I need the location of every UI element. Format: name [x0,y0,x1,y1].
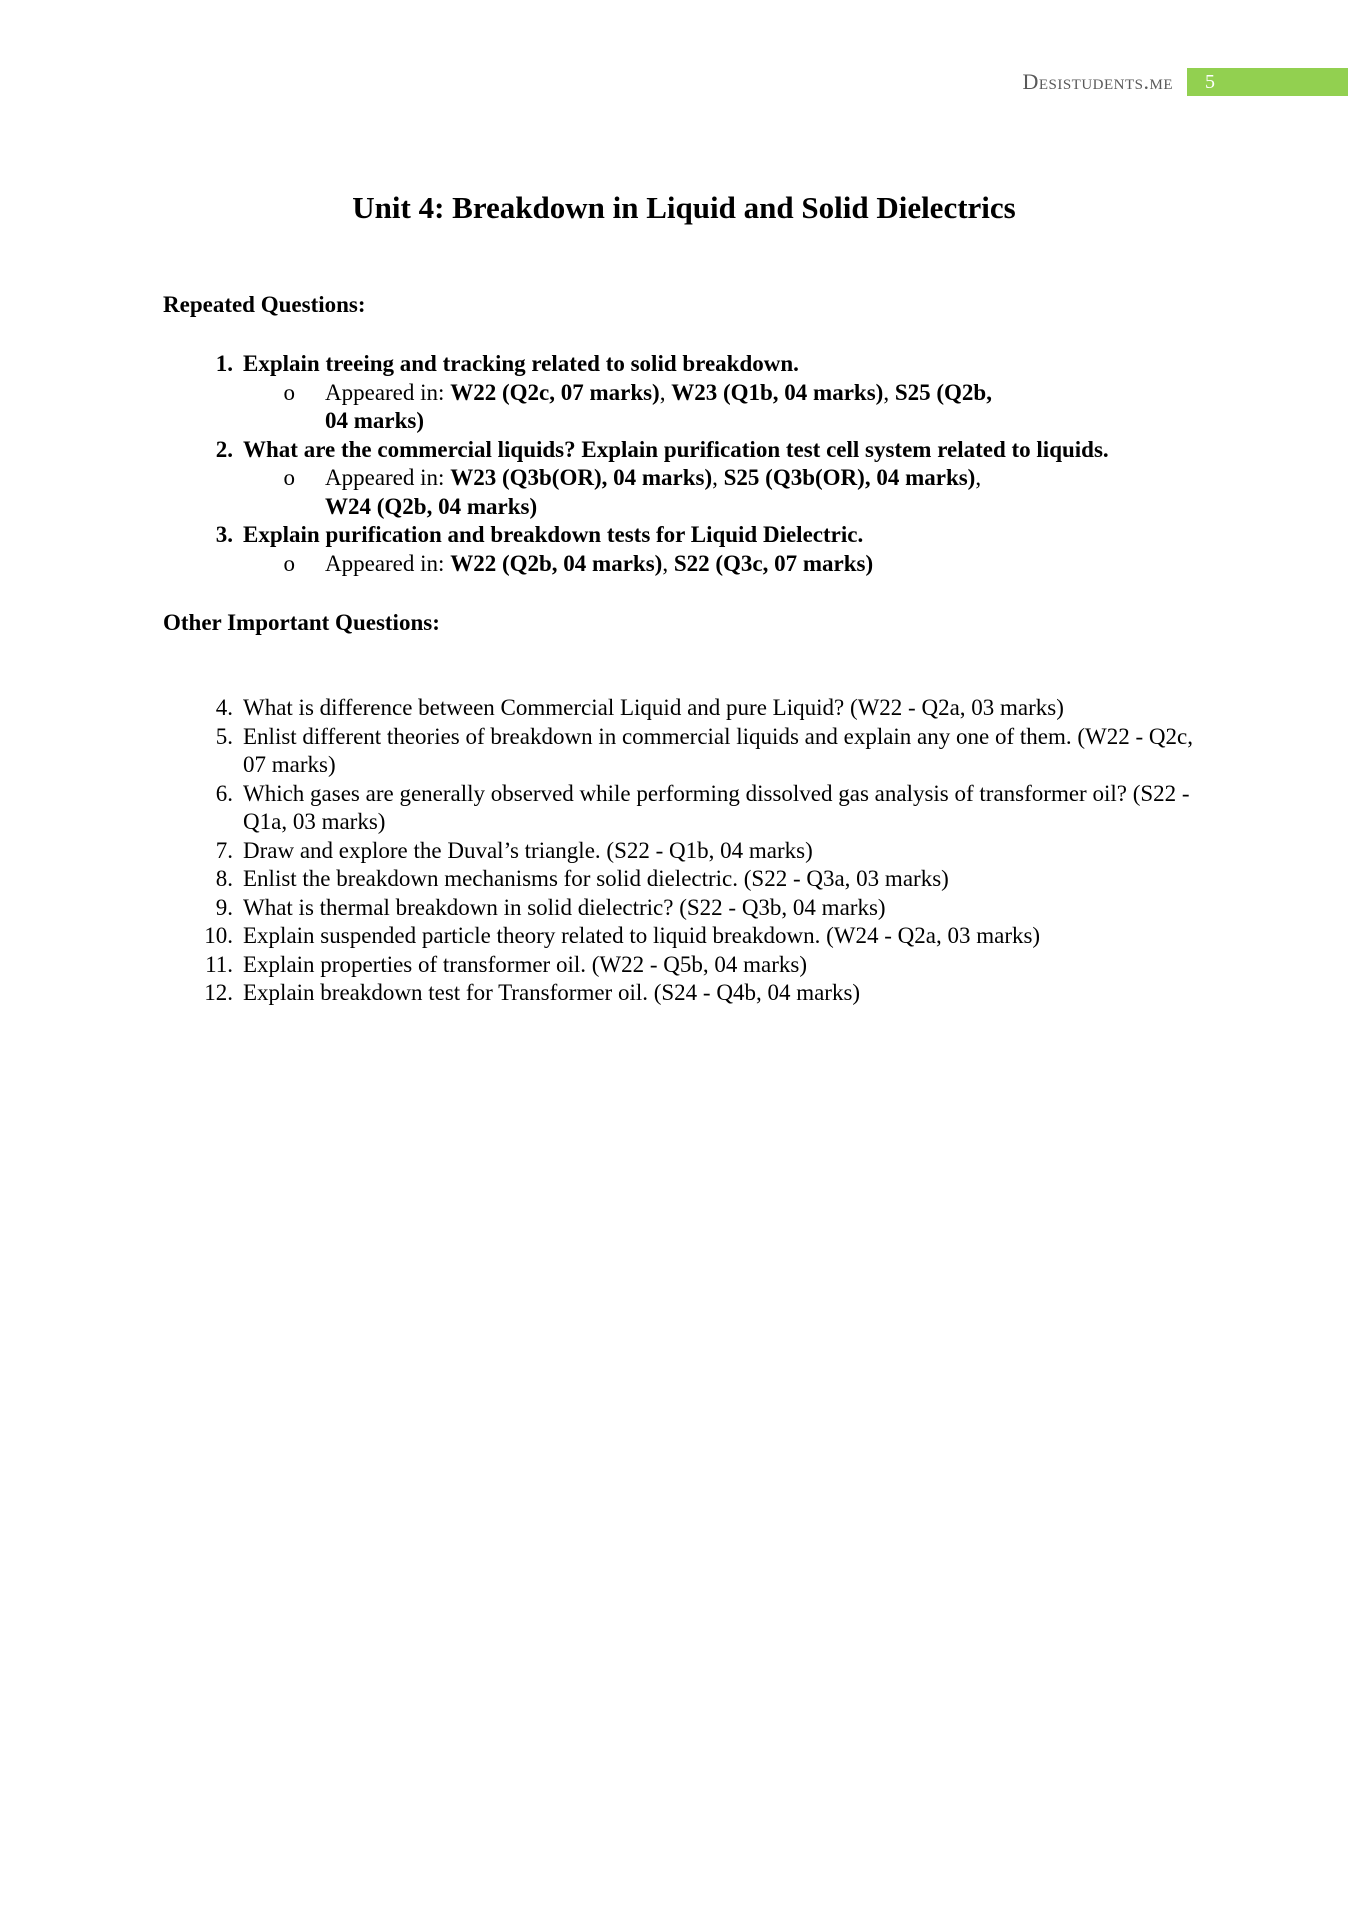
appeared-in-line: o Appeared in: W22 (Q2b, 04 marks), S22 (Q3c, 07 marks) [163,550,1213,579]
question-text: Explain breakdown test for Transformer oil. (S24 - Q4b, 04 marks) [243,980,861,1005]
list-item [163,979,1213,1008]
repeated-questions-heading: Repeated Questions: [163,292,366,317]
page-header [1022,68,1358,96]
repeated-questions-list [163,350,1213,578]
exam-ref: W22 (Q2b, 04 marks) [450,550,663,576]
question-text: Explain suspended particle theory related to liquid breakdown. (W24 - Q2a, 03 marks) [243,923,1041,948]
bullet: o [283,379,295,405]
question-number: 8. [215,866,233,891]
question-text: Draw and explore the Duval’s triangle. (S22 - Q1b, 04 marks) [243,837,813,863]
exam-ref: W22 (Q2c, 07 marks) [450,379,660,405]
page-number-badge: 5 [1187,68,1348,96]
question-number: 10. [204,923,233,948]
question-text: Explain treeing and tracking related to solid breakdown. [243,351,799,376]
question-text: What is thermal breakdown in solid dielectric? (S22 - Q3b, 04 marks) [243,894,886,920]
other-questions-heading: Other Important Questions: [163,610,440,635]
question-number: 6. [215,780,233,806]
other-questions-list [163,694,1213,1008]
site-name: Desistudents.me [1022,69,1173,94]
question-number: 7. [215,837,233,863]
question-text: Which gases are generally observed while performing dissolved gas analysis of transformer oil? (S22 - Q1a, 03 marks) [243,780,1190,834]
question-text: What is difference between Commercial Liquid and pure Liquid? (W22 - Q2a, 03 marks) [243,695,1064,720]
question-text: What are the commercial liquids? Explain purification test cell system related to liquids. [243,436,1109,462]
appeared-label: Appeared in: [325,465,445,490]
list-item [163,922,1213,951]
list-item [163,521,1213,578]
question-text: Enlist different theories of breakdown in commercial liquids and explain any one of them. (W22 - Q2c, 07 marks) [243,723,1193,777]
list-item [163,723,1213,780]
list-item [163,865,1213,894]
question-number: 11. [205,951,233,977]
bullet: o [283,550,295,576]
list-item [163,837,1213,866]
question-number: 4. [215,695,233,720]
question-number: 2. [215,436,233,462]
question-text: Enlist the breakdown mechanisms for solid dielectric. (S22 - Q3a, 03 marks) [243,866,949,891]
exam-ref: S22 (Q3c, 07 marks) [673,550,874,576]
appeared-label: Appeared in: [325,550,445,576]
appeared-in-line: o Appeared in: W23 (Q3b(OR), 04 marks), S25 (Q3b(OR), 04 marks), W24 (Q2b, 04 marks) [163,464,1213,521]
question-text: Explain properties of transformer oil. (W22 - Q5b, 04 marks) [243,951,807,977]
list-item [163,694,1213,723]
appeared-in-line: o Appeared in: W22 (Q2c, 07 marks), W23 (Q1b, 04 marks), S25 (Q2b, 04 marks) [163,379,1213,436]
exam-ref: W23 (Q3b(OR), 04 marks) [450,465,713,490]
question-text: Explain purification and breakdown tests for Liquid Dielectric. [243,522,864,547]
exam-ref: S25 (Q3b(OR), 04 marks) [723,465,976,490]
question-number: 9. [215,894,233,920]
exam-ref: W24 (Q2b, 04 marks) [325,493,538,519]
question-number: 1. [215,351,233,376]
bullet: o [283,465,295,490]
list-item [163,951,1213,980]
exam-ref: S25 (Q2b, 04 marks) [325,379,992,433]
question-number: 12. [204,980,233,1005]
appeared-label: Appeared in: [325,379,445,405]
question-number: 5. [215,723,233,749]
list-item [163,436,1213,522]
list-item [163,350,1213,436]
list-item [163,894,1213,923]
exam-ref: W23 (Q1b, 04 marks) [671,379,884,405]
question-number: 3. [215,522,233,547]
list-item [163,780,1213,837]
page-title: Unit 4: Breakdown in Liquid and Solid Dielectrics [352,190,1016,225]
